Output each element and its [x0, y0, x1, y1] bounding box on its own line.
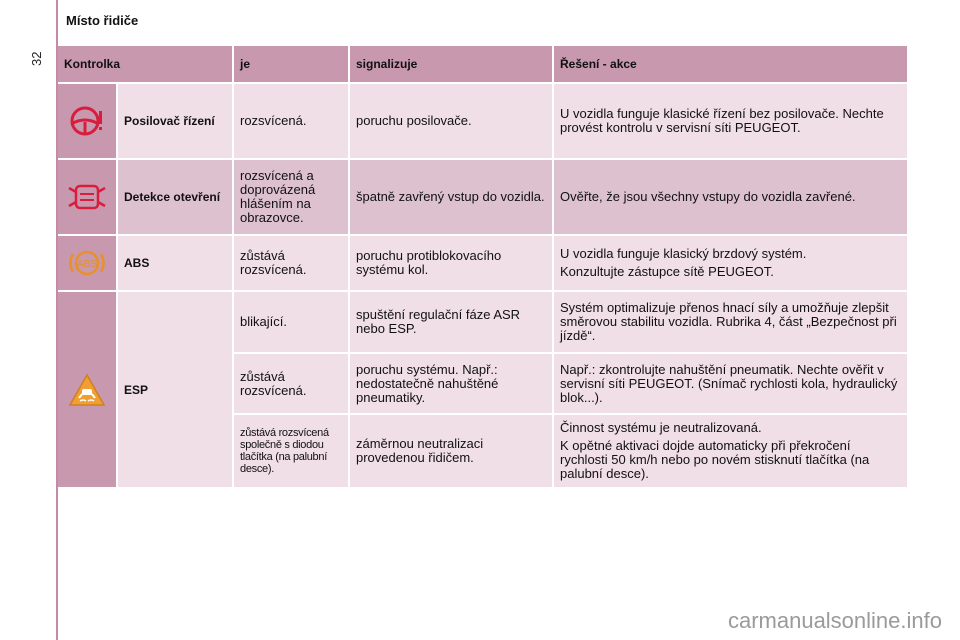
- watermark: carmanualsonline.info: [727, 608, 942, 633]
- action-text: Konzultujte zástupce sítě PEUGEOT.: [560, 264, 774, 279]
- action-text: K opětné aktivaci dojde automaticky při překročení rychlosti 50 km/h nebo po novém stisknutí tlačítka (na palubní desce).: [560, 438, 870, 481]
- door-open-warning-icon: [58, 160, 116, 234]
- row-state: zůstává rozsvícená společně s diodou tlačítka (na palubní desce).: [234, 415, 348, 487]
- row-action: [554, 84, 907, 158]
- row-signals: záměrnou neutralizaci provedenou řidičem.: [350, 415, 552, 487]
- header-signalizuje: signalizuje: [350, 46, 552, 82]
- row-action: [554, 415, 907, 487]
- section-title: Místo řidiče: [66, 13, 139, 28]
- svg-text:ABS: ABS: [76, 259, 98, 270]
- row-signals: spuštění regulační fáze ASR nebo ESP.: [350, 292, 552, 352]
- page-number: 32: [29, 51, 44, 66]
- abs-warning-icon: [58, 236, 116, 290]
- row-signals: poruchu protiblokovacího systému kol.: [350, 236, 552, 290]
- row-action: [554, 292, 907, 352]
- row-signals: špatně zavřený vstup do vozidla.: [350, 160, 552, 234]
- row-state: blikající.: [234, 292, 348, 352]
- esp-warning-icon: [58, 292, 116, 487]
- row-state: zůstává rozsvícená.: [234, 236, 348, 290]
- warning-lights-table: [58, 46, 903, 487]
- row-name: ABS: [118, 236, 232, 290]
- row-name: ESP: [118, 292, 232, 487]
- header-kontrolka: Kontrolka: [58, 46, 232, 82]
- row-signals: poruchu posilovače.: [350, 84, 552, 158]
- row-state: zůstává rozsvícená.: [234, 354, 348, 413]
- action-text: U vozidla funguje klasické řízení bez posilovače. Nechte provést kontrolu v servisní síti PEUGEOT.: [560, 106, 884, 135]
- action-text: Např.: zkontrolujte nahuštění pneumatik. Nechte ověřit v servisní síti PEUGEOT. (Snímač rychlosti kola, hydraulický blok...).: [560, 361, 898, 405]
- row-name: Detekce otevření: [118, 160, 232, 234]
- header-reseni: Řešení - akce: [554, 46, 907, 82]
- action-text: Ověřte, že jsou všechny vstupy do vozidla zavřené.: [560, 189, 856, 204]
- row-state: rozsvícená a doprovázená hlášením na obrazovce.: [234, 160, 348, 234]
- row-state: rozsvícená.: [234, 84, 348, 158]
- header-je: je: [234, 46, 348, 82]
- action-text: U vozidla funguje klasický brzdový systém.: [560, 246, 807, 261]
- row-action: [554, 160, 907, 234]
- row-action: [554, 236, 907, 290]
- power-steering-warning-icon: [58, 84, 116, 158]
- row-signals: poruchu systému. Např.: nedostatečně nahuštěné pneumatiky.: [350, 354, 552, 413]
- action-text: Činnost systému je neutralizovaná.: [560, 420, 762, 435]
- action-text: Systém optimalizuje přenos hnací síly a umožňuje zlepšit směrovou stabilitu vozidla. Rubrika 4, část „Bezpečnost při jízdě“.: [560, 300, 897, 343]
- row-action: [554, 354, 907, 413]
- row-name: Posilovač řízení: [118, 84, 232, 158]
